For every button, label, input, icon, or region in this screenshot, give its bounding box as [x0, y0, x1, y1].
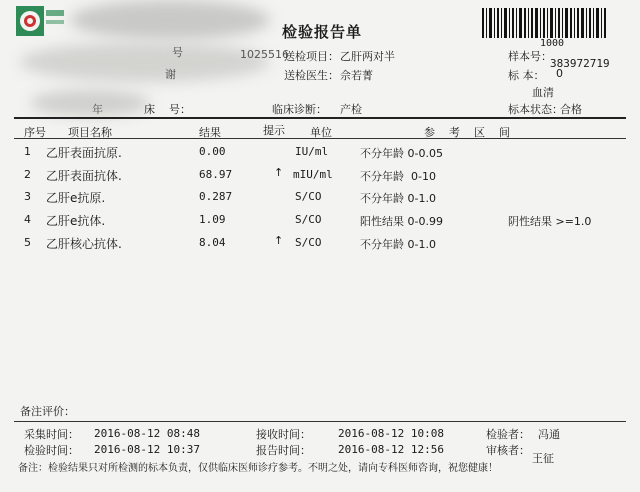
item-name: 乙肝核心抗体.	[46, 237, 122, 251]
doctor-value: 佘若菁	[340, 69, 373, 82]
reviewer-label: 审核者：	[486, 444, 530, 457]
result-value: 0.287	[199, 190, 233, 203]
diagnosis-label: 临床诊断：	[272, 103, 327, 116]
redaction-smudge	[70, 0, 270, 40]
col-header-no: 序号	[24, 126, 46, 139]
test-item-label: 送检项目：	[284, 50, 339, 63]
bed-number-label: 床 号：	[144, 103, 191, 116]
report-time-value: 2016-08-12 12:56	[338, 443, 444, 456]
unit-value: S/CO	[295, 236, 322, 249]
specimen-value: 0	[556, 67, 563, 80]
result-value: 0.00	[199, 145, 226, 158]
redaction-smudge	[30, 90, 150, 116]
specimen-label: 标 本：	[508, 69, 545, 82]
row3-left: 年	[92, 103, 103, 116]
footer-divider	[14, 421, 626, 422]
unit-value: mIU/ml	[293, 168, 333, 181]
receive-time-label: 接收时间：	[256, 428, 311, 441]
barcode-icon	[482, 8, 606, 38]
test-time-value: 2016-08-12 10:37	[94, 443, 200, 456]
barcode-number: 1000	[540, 38, 565, 49]
status-value: 合格	[560, 103, 582, 116]
item-name: 乙肝表面抗原.	[46, 146, 122, 160]
col-header-flag: 提示	[263, 124, 285, 137]
result-value: 1.09	[199, 213, 226, 226]
unit-value: S/CO	[295, 213, 322, 226]
footer-note: 备注：检验结果只对所检测的标本负责，仅供临床医师诊疗参考。不明之处，请向专科医师咨询，祝您健康！	[18, 463, 498, 474]
sample-number-label: 样本号：	[508, 50, 552, 63]
unit-value: S/CO	[295, 190, 322, 203]
status-label: 标本状态：	[508, 103, 563, 116]
patient-id-partial: 1025516	[240, 48, 289, 61]
reference-range: 不分年龄 0-1.0	[360, 192, 436, 205]
sample-number-value: 383972719	[550, 57, 610, 70]
col-header-name: 项目名称	[68, 126, 112, 139]
result-value: 8.04	[199, 236, 226, 249]
row2-value-fragment: 谢	[165, 68, 176, 81]
doctor-label: 送检医生：	[284, 69, 339, 82]
report-title: 检验报告单	[282, 23, 363, 41]
inspector-label: 检验者：	[486, 428, 530, 441]
result-value: 68.97	[199, 168, 233, 181]
reference-range-secondary: 阴性结果 >=1.0	[508, 215, 592, 228]
diagnosis-value: 产检	[340, 103, 362, 116]
reference-range: 不分年龄 0-0.05	[360, 147, 443, 160]
specimen-type: 血清	[532, 86, 554, 99]
col-header-unit: 单位	[310, 126, 332, 139]
redaction-smudge	[20, 42, 270, 82]
collect-time-label: 采集时间：	[24, 428, 79, 441]
reference-range: 不分年龄 0-10	[360, 170, 436, 183]
flag-indicator: ↑	[274, 234, 284, 247]
reference-range: 阳性结果 0-0.99	[360, 215, 443, 228]
test-item-value: 乙肝两对半	[340, 50, 395, 63]
row-number: 3	[24, 190, 31, 203]
report-time-label: 报告时间：	[256, 444, 311, 457]
table-header-divider	[14, 138, 626, 139]
col-header-ref: 参 考 区 间	[424, 126, 510, 139]
item-name: 乙肝表面抗体.	[46, 169, 122, 183]
flag-indicator: ↑	[274, 166, 284, 179]
row-number: 2	[24, 168, 31, 181]
item-name: 乙肝e抗体.	[46, 214, 106, 228]
item-name: 乙肝e抗原.	[46, 191, 106, 205]
receive-time-value: 2016-08-12 10:08	[338, 427, 444, 440]
row-number: 1	[24, 145, 31, 158]
inspector-value: 冯通	[538, 428, 560, 441]
test-time-label: 检验时间：	[24, 444, 79, 457]
col-header-result: 结果	[199, 126, 221, 139]
row-number: 4	[24, 213, 31, 226]
reference-range: 不分年龄 0-1.0	[360, 238, 436, 251]
header-divider	[14, 117, 626, 119]
row2-label-fragment: 号	[172, 46, 183, 59]
collect-time-value: 2016-08-12 08:48	[94, 427, 200, 440]
hospital-logo-icon	[16, 4, 66, 40]
row-number: 5	[24, 236, 31, 249]
remarks-label: 备注评价：	[20, 405, 75, 418]
reviewer-signature: 王征	[532, 452, 554, 465]
unit-value: IU/ml	[295, 145, 329, 158]
